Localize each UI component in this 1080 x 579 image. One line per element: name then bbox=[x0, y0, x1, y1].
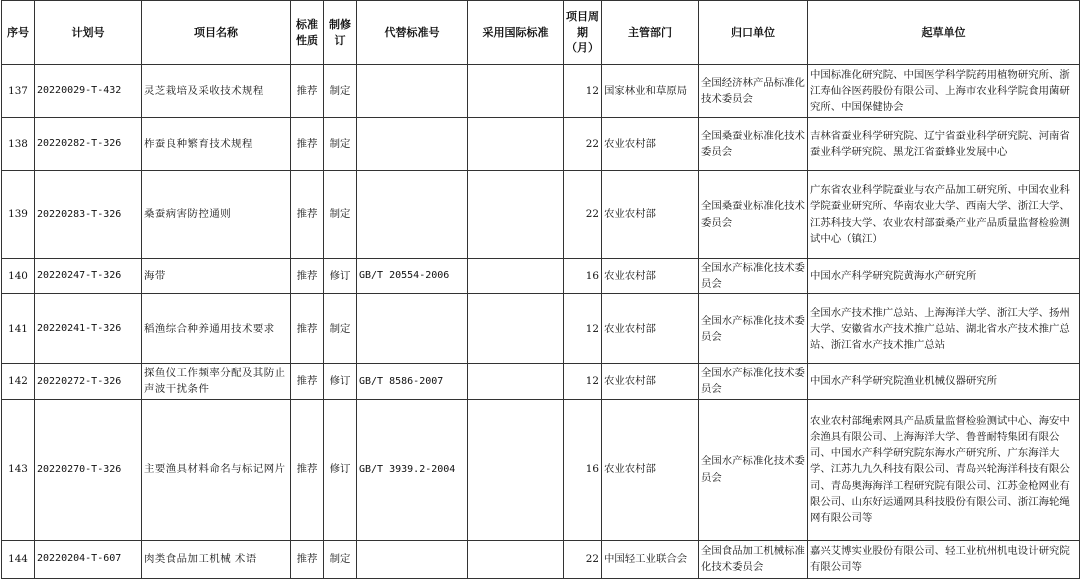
cell-revision: 制定 bbox=[324, 171, 357, 259]
cell-drafters: 中国水产科学研究院黄海水产研究所 bbox=[808, 259, 1080, 294]
cell-drafters: 吉林省蚕业科学研究院、辽宁省蚕业科学研究院、河南省蚕业科学研究院、黑龙江省蚕蜂业发展中心 bbox=[808, 118, 1080, 171]
cell-cycle: 12 bbox=[564, 294, 602, 364]
cell-committee: 全国水产标准化技术委员会 bbox=[699, 259, 808, 294]
table-row bbox=[2, 118, 1080, 171]
cell-replaced-standard bbox=[357, 118, 468, 171]
cell-replaced-standard bbox=[357, 171, 468, 259]
cell-plan-number: 20220272-T-326 bbox=[35, 364, 142, 399]
cell-dept: 农业农村部 bbox=[602, 171, 699, 259]
cell-dept: 农业农村部 bbox=[602, 294, 699, 364]
table-row bbox=[2, 259, 1080, 294]
cell-dept: 农业农村部 bbox=[602, 118, 699, 171]
cell-nature: 推荐 bbox=[291, 540, 324, 578]
cell-cycle: 16 bbox=[564, 399, 602, 540]
cell-intl-standard bbox=[468, 171, 564, 259]
cell-plan-number: 20220241-T-326 bbox=[35, 294, 142, 364]
cell-cycle: 22 bbox=[564, 540, 602, 578]
header-project-name: 项目名称 bbox=[142, 1, 291, 65]
cell-plan-number: 20220282-T-326 bbox=[35, 118, 142, 171]
cell-dept: 农业农村部 bbox=[602, 259, 699, 294]
cell-nature: 推荐 bbox=[291, 65, 324, 118]
cell-seq: 144 bbox=[2, 540, 35, 578]
cell-replaced-standard: GB/T 8586-2007 bbox=[357, 364, 468, 399]
cell-cycle: 12 bbox=[564, 364, 602, 399]
table-row bbox=[2, 65, 1080, 118]
standards-plan-table bbox=[1, 0, 1080, 579]
cell-revision: 修订 bbox=[324, 259, 357, 294]
cell-seq: 142 bbox=[2, 364, 35, 399]
header-plan-number: 计划号 bbox=[35, 1, 142, 65]
cell-cycle: 12 bbox=[564, 65, 602, 118]
cell-committee: 全国经济林产品标准化技术委员会 bbox=[699, 65, 808, 118]
cell-project-name: 肉类食品加工机械 术语 bbox=[142, 540, 291, 578]
cell-intl-standard bbox=[468, 118, 564, 171]
cell-nature: 推荐 bbox=[291, 259, 324, 294]
cell-seq: 143 bbox=[2, 399, 35, 540]
cell-cycle: 22 bbox=[564, 171, 602, 259]
cell-committee: 全国水产标准化技术委员会 bbox=[699, 364, 808, 399]
cell-replaced-standard bbox=[357, 294, 468, 364]
cell-plan-number: 20220283-T-326 bbox=[35, 171, 142, 259]
cell-drafters: 嘉兴艾博实业股份有限公司、轻工业杭州机电设计研究院有限公司等 bbox=[808, 540, 1080, 578]
cell-revision: 修订 bbox=[324, 364, 357, 399]
cell-seq: 141 bbox=[2, 294, 35, 364]
cell-drafters: 农业农村部绳索网具产品质量监督检验测试中心、海安中余渔具有限公司、上海海洋大学、鲁普耐特集团有限公司、中国水产科学研究院东海水产研究所、广东海洋大学、江苏九九久科技有限公司、青岛兴轮海洋科技有限公司、青岛奥海海洋工程研究院有限公司、江苏金枪网业有限公司、山东好运通网具科技股份有限公司、浙江海轮绳网有限公司等 bbox=[808, 399, 1080, 540]
cell-drafters: 中国标准化研究院、中国医学科学院药用植物研究所、浙江寿仙谷医药股份有限公司、上海市农业科学院食用菌研究所、中国保健协会 bbox=[808, 65, 1080, 118]
cell-committee: 全国水产标准化技术委员会 bbox=[699, 399, 808, 540]
cell-revision: 制定 bbox=[324, 294, 357, 364]
cell-dept: 国家林业和草原局 bbox=[602, 65, 699, 118]
cell-committee: 全国桑蚕业标准化技术委员会 bbox=[699, 171, 808, 259]
cell-plan-number: 20220247-T-326 bbox=[35, 259, 142, 294]
cell-revision: 制定 bbox=[324, 65, 357, 118]
cell-project-name: 探鱼仪工作频率分配及其防止声波干扰条件 bbox=[142, 364, 291, 399]
header-competent-dept: 主管部门 bbox=[602, 1, 699, 65]
header-technical-committee: 归口单位 bbox=[699, 1, 808, 65]
cell-intl-standard bbox=[468, 294, 564, 364]
cell-replaced-standard: GB/T 3939.2-2004 bbox=[357, 399, 468, 540]
cell-project-name: 柞蚕良种繁育技术规程 bbox=[142, 118, 291, 171]
cell-nature: 推荐 bbox=[291, 364, 324, 399]
cell-committee: 全国食品加工机械标准化技术委员会 bbox=[699, 540, 808, 578]
cell-replaced-standard: GB/T 20554-2006 bbox=[357, 259, 468, 294]
cell-dept: 中国轻工业联合会 bbox=[602, 540, 699, 578]
cell-project-name: 海带 bbox=[142, 259, 291, 294]
cell-plan-number: 20220029-T-432 bbox=[35, 65, 142, 118]
table-row bbox=[2, 294, 1080, 364]
header-replaced-standard: 代替标准号 bbox=[357, 1, 468, 65]
cell-replaced-standard bbox=[357, 540, 468, 578]
cell-revision: 修订 bbox=[324, 399, 357, 540]
cell-intl-standard bbox=[468, 540, 564, 578]
header-drafting-units: 起草单位 bbox=[808, 1, 1080, 65]
cell-project-name: 主要渔具材料命名与标记网片 bbox=[142, 399, 291, 540]
cell-seq: 138 bbox=[2, 118, 35, 171]
cell-project-name: 桑蚕病害防控通则 bbox=[142, 171, 291, 259]
cell-seq: 139 bbox=[2, 171, 35, 259]
cell-intl-standard bbox=[468, 399, 564, 540]
cell-nature: 推荐 bbox=[291, 294, 324, 364]
cell-plan-number: 20220270-T-326 bbox=[35, 399, 142, 540]
cell-dept: 农业农村部 bbox=[602, 399, 699, 540]
header-seq: 序号 bbox=[2, 1, 35, 65]
cell-plan-number: 20220204-T-607 bbox=[35, 540, 142, 578]
cell-intl-standard bbox=[468, 65, 564, 118]
table-row bbox=[2, 364, 1080, 399]
table-row bbox=[2, 171, 1080, 259]
cell-replaced-standard bbox=[357, 65, 468, 118]
table-row bbox=[2, 540, 1080, 578]
header-adopted-intl-standard: 采用国际标准 bbox=[468, 1, 564, 65]
cell-seq: 137 bbox=[2, 65, 35, 118]
cell-drafters: 广东省农业科学院蚕业与农产品加工研究所、中国农业科学院蚕业研究所、华南农业大学、西南大学、浙江大学、江苏科技大学、农业农村部蚕桑产业产品质量监督检验测试中心（镇江） bbox=[808, 171, 1080, 259]
table-row bbox=[2, 399, 1080, 540]
cell-cycle: 22 bbox=[564, 118, 602, 171]
cell-revision: 制定 bbox=[324, 540, 357, 578]
cell-committee: 全国桑蚕业标准化技术委员会 bbox=[699, 118, 808, 171]
header-revision-type: 制修订 bbox=[324, 1, 357, 65]
cell-intl-standard bbox=[468, 259, 564, 294]
header-project-cycle: 项目周期（月） bbox=[564, 1, 602, 65]
cell-intl-standard bbox=[468, 364, 564, 399]
header-row bbox=[2, 1, 1080, 65]
header-standard-nature: 标准性质 bbox=[291, 1, 324, 65]
cell-nature: 推荐 bbox=[291, 118, 324, 171]
cell-nature: 推荐 bbox=[291, 171, 324, 259]
cell-project-name: 灵芝栽培及采收技术规程 bbox=[142, 65, 291, 118]
cell-nature: 推荐 bbox=[291, 399, 324, 540]
cell-seq: 140 bbox=[2, 259, 35, 294]
cell-cycle: 16 bbox=[564, 259, 602, 294]
cell-project-name: 稻渔综合种养通用技术要求 bbox=[142, 294, 291, 364]
cell-revision: 制定 bbox=[324, 118, 357, 171]
cell-dept: 农业农村部 bbox=[602, 364, 699, 399]
cell-drafters: 中国水产科学研究院渔业机械仪器研究所 bbox=[808, 364, 1080, 399]
cell-drafters: 全国水产技术推广总站、上海海洋大学、浙江大学、扬州大学、安徽省水产技术推广总站、湖北省水产技术推广总站、浙江省水产技术推广总站 bbox=[808, 294, 1080, 364]
cell-committee: 全国水产标准化技术委员会 bbox=[699, 294, 808, 364]
